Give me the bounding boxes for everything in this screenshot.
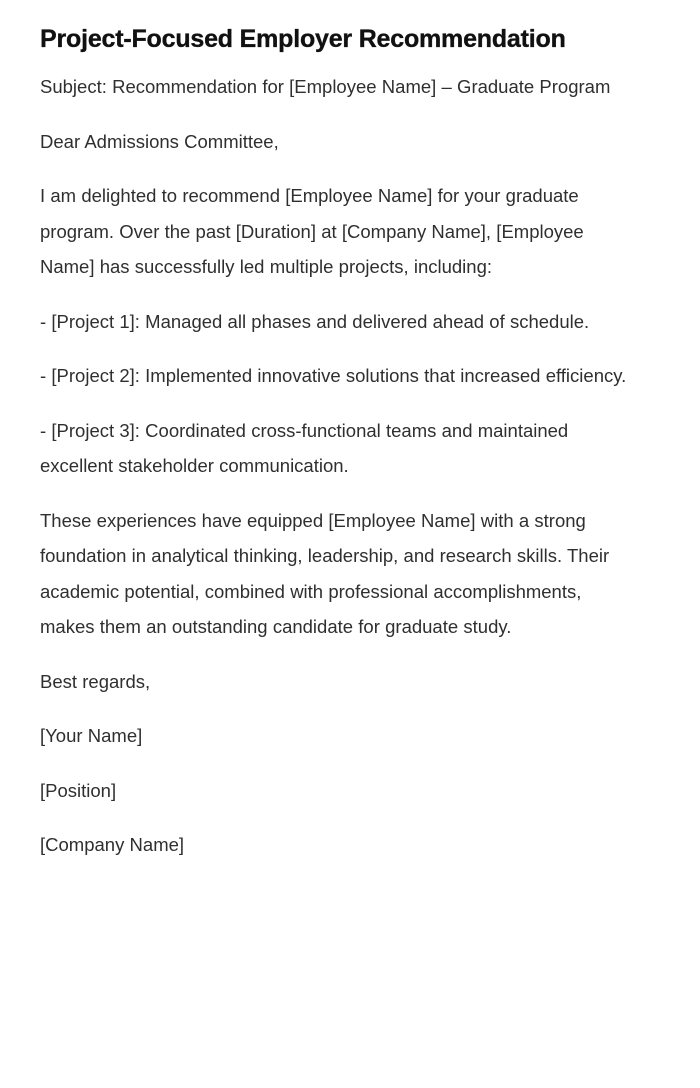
signature-company: [Company Name] xyxy=(40,834,185,856)
project-item-3: - [Project 3]: Coordinated cross-functional teams and maintained excellent stakeholder communication. xyxy=(40,419,569,477)
closing-paragraph: These experiences have equipped [Employee Name] with a strong foundation in analytical thinking, leadership, and research skills. Their academic potential, combined with professional accomplishments, makes them an outstanding candidate for graduate study. xyxy=(40,509,610,638)
signature-position: [Position] xyxy=(40,779,117,801)
subject-line: Subject: Recommendation for [Employee Name] – Graduate Program xyxy=(40,76,611,98)
signature-name: [Your Name] xyxy=(40,725,143,747)
salutation: Dear Admissions Committee, xyxy=(40,130,279,152)
project-item-1: - [Project 1]: Managed all phases and delivered ahead of schedule. xyxy=(40,310,590,332)
intro-paragraph: I am delighted to recommend [Employee Name] for your graduate program. Over the past [Duration] at [Company Name], [Employee Name] has successfully led multiple projects, including: xyxy=(40,185,584,278)
sign-off: Best regards, xyxy=(40,670,151,692)
project-item-2: - [Project 2]: Implemented innovative solutions that increased efficiency. xyxy=(40,365,627,387)
page-title: Project-Focused Employer Recommendation xyxy=(40,25,566,53)
